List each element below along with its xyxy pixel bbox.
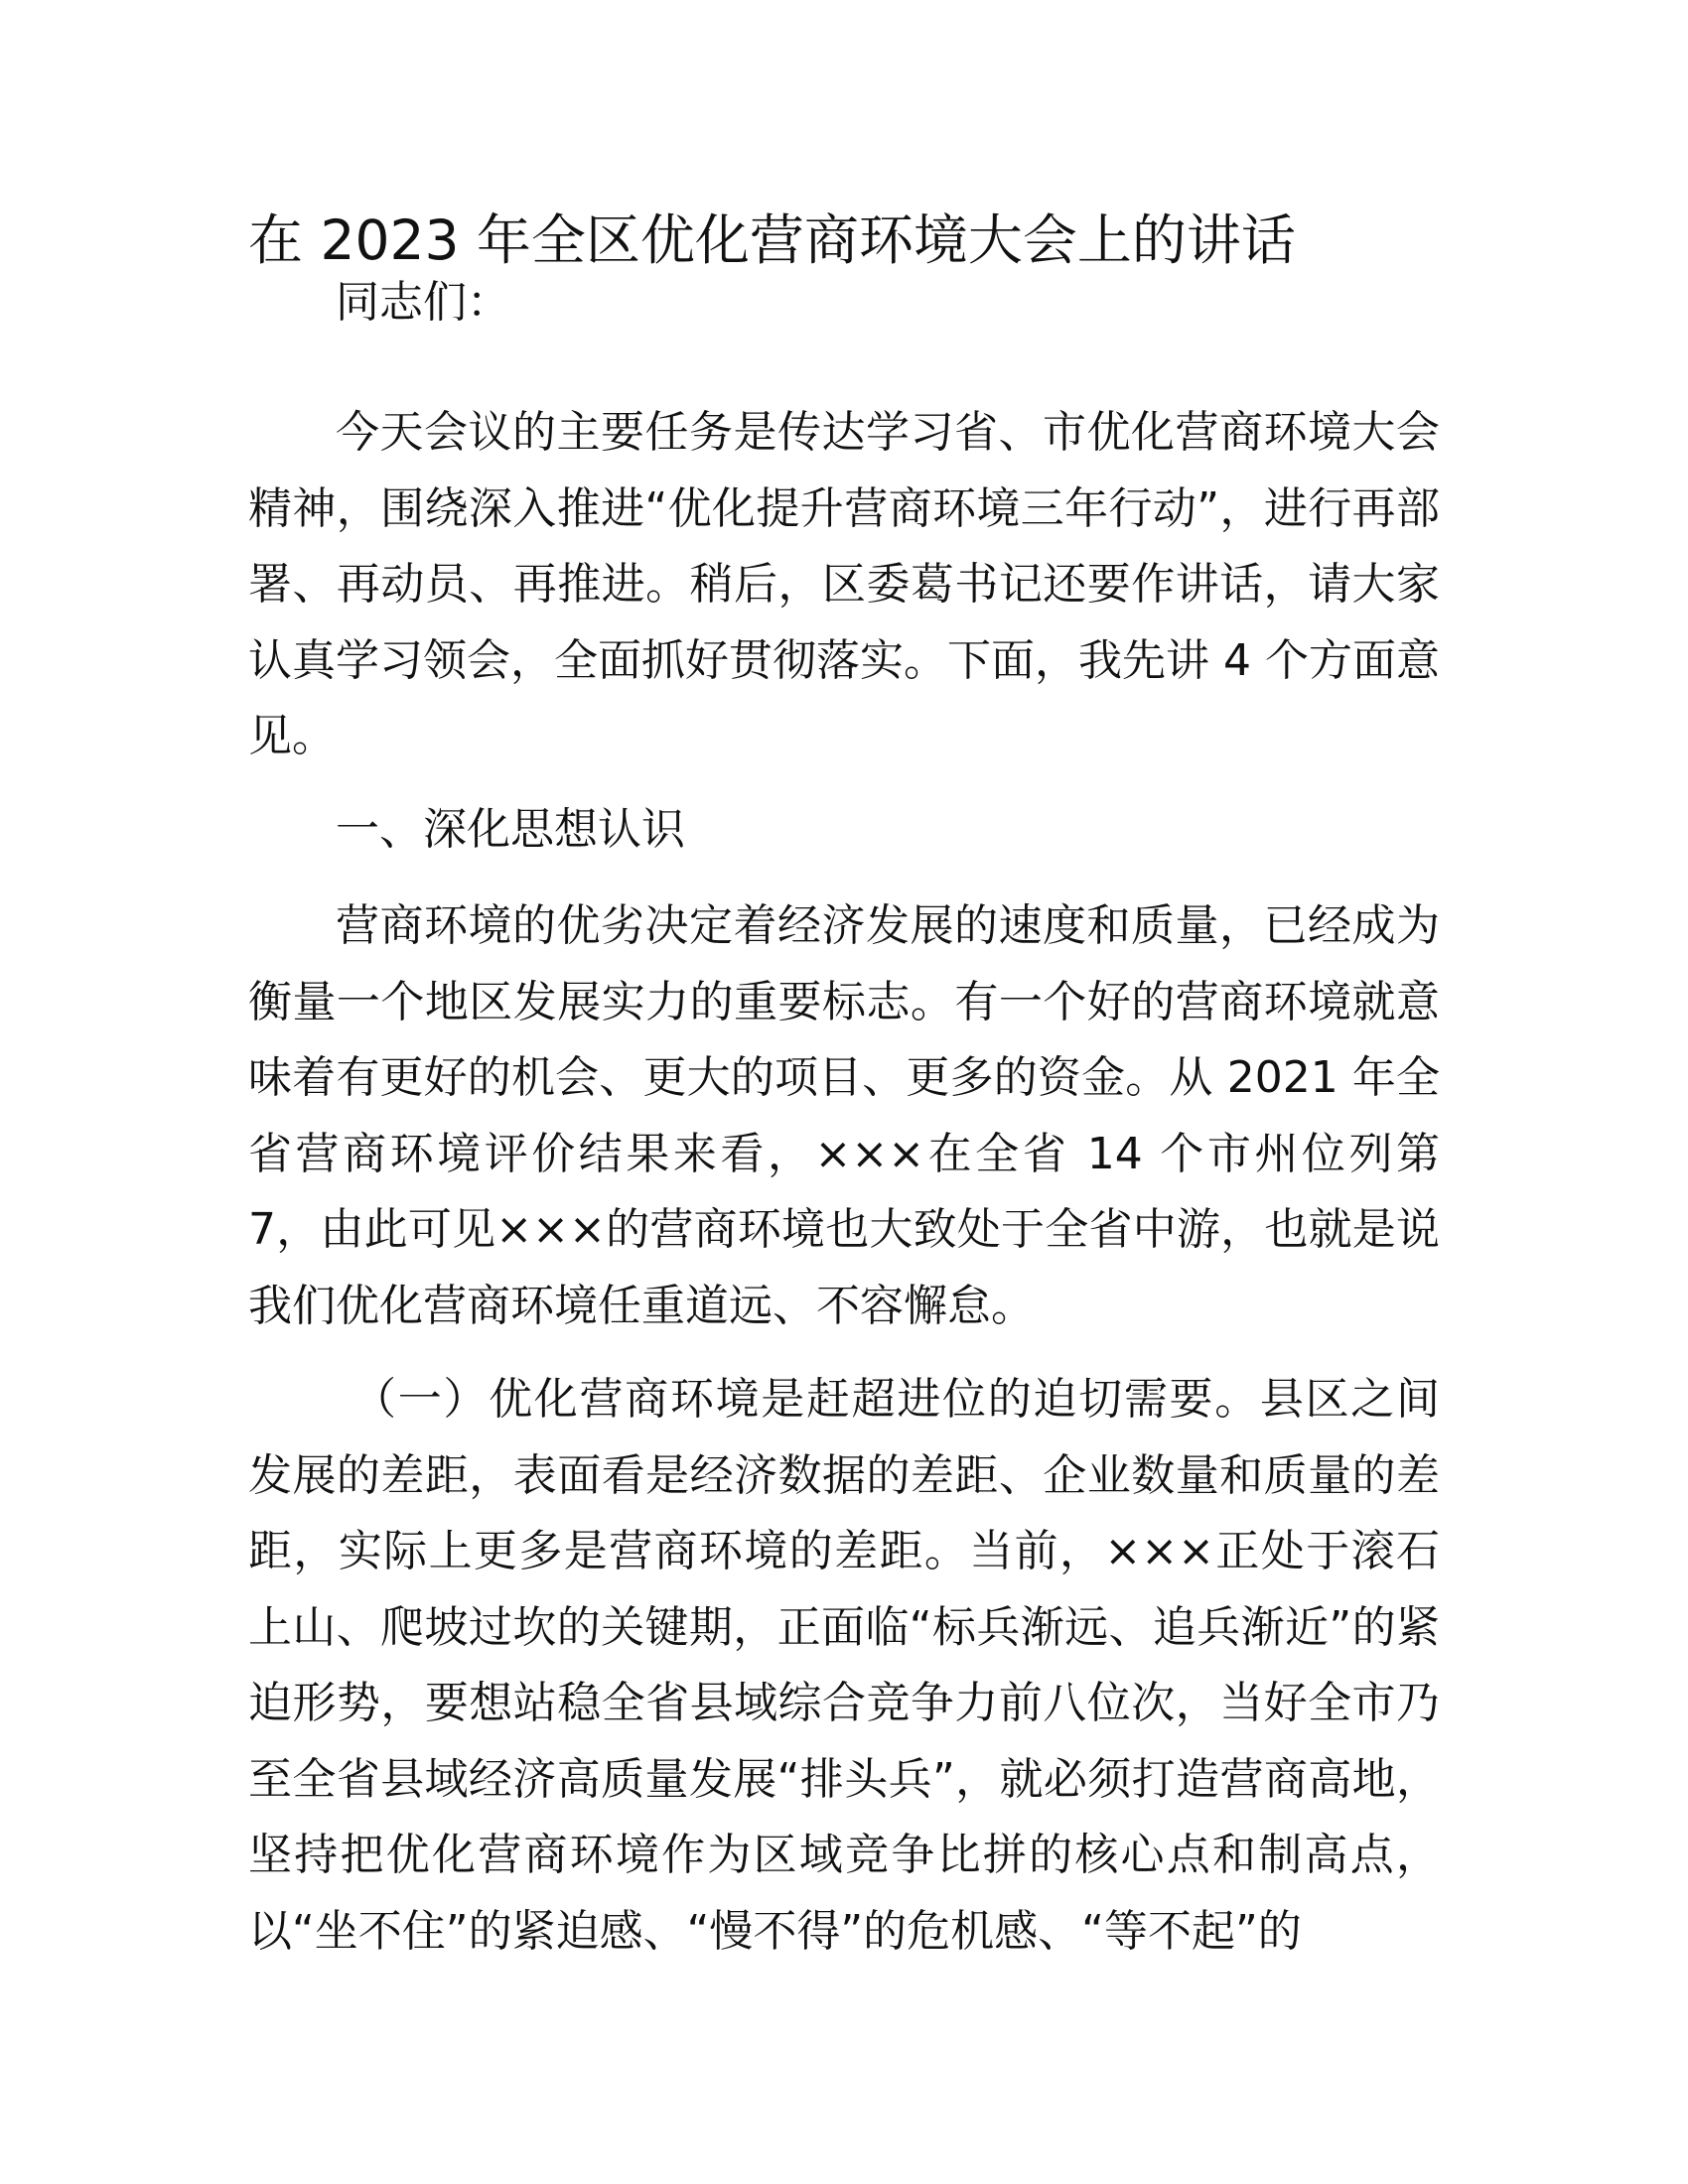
page-title: 在 2023 年全区优化营商环境大会上的讲话 bbox=[248, 208, 1296, 272]
section-heading-1: 一、深化思想认识 bbox=[336, 804, 685, 855]
greeting: 同志们： bbox=[336, 277, 510, 328]
paragraph-intro: 今天会议的主要任务是传达学习省、市优化营商环境大会精神，围绕深入推进“优化提升营商环境三年行动”，进行再部署、再动员、再推进。稍后，区委葛书记还要作讲话，请大家认真学习领会，全面抓好贯彻落实。下面，我先讲 4 个方面意见。 bbox=[248, 407, 1440, 761]
paragraph-subsection-1: （一）优化营商环境是赶超进位的迫切需要。县区之间发展的差距，表面看是经济数据的差距、企业数量和质量的差距，实际上更多是营商环境的差距。当前，×××正处于滚石上山、爬坡过坎的关键期，正面临“标兵渐远、追兵渐近”的紧迫形势，要想站稳全省县域综合竞争力前八位次，当好全市乃至全省县域经济高质量发展“排头兵”，就必须打造营商高地，坚持把优化营商环境作为区域竞争比拼的核心点和制高点，以“坐不住”的紧迫感、“慢不得”的危机感、“等不起”的 bbox=[248, 1374, 1440, 1957]
paragraph-section-1: 营商环境的优劣决定着经济发展的速度和质量，已经成为衡量一个地区发展实力的重要标志。有一个好的营商环境就意味着有更好的机会、更大的项目、更多的资金。从 2021 年全省营商环境评价结果来看，×××在全省 14 个市州位列第 7，由此可见×××的营商环境也大致处于全省中游，也就是说我们优化营商环境任重道远、不容懈怠。 bbox=[248, 900, 1440, 1331]
